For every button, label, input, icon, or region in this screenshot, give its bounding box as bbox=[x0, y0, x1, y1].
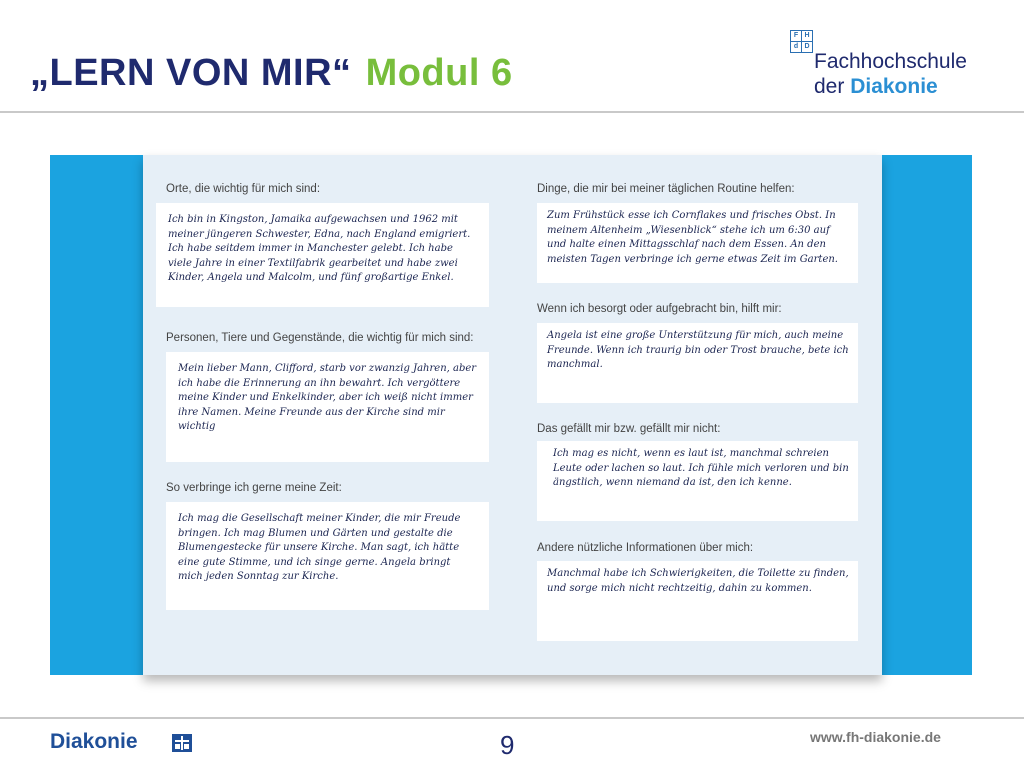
label-people: Personen, Tiere und Gegenstände, die wichtig für mich sind: bbox=[166, 332, 474, 344]
box-people bbox=[166, 352, 489, 462]
logo-letter-f: F bbox=[790, 30, 802, 42]
box-other-info bbox=[537, 561, 858, 641]
box-upset bbox=[537, 323, 858, 403]
box-pastime bbox=[166, 502, 489, 610]
diakonie-cross-icon bbox=[172, 734, 192, 752]
logo-letter-d: d bbox=[790, 41, 802, 53]
logo-line2-prefix: der bbox=[814, 75, 851, 98]
header-divider bbox=[0, 111, 1024, 113]
label-upset: Wenn ich besorgt oder aufgebracht bin, hilft mir: bbox=[537, 303, 782, 315]
logo-line2 bbox=[814, 75, 938, 99]
logo-letter-h: H bbox=[801, 30, 813, 42]
label-other-info: Andere nützliche Informationen über mich: bbox=[537, 542, 754, 554]
text-people: Mein lieber Mann, Clifford, starb vor zwanzig Jahren, aber ich habe die Erinnerung an ihn bewahrt. Ich vergöttere meine Kinder und Enkelkinder, aber ich weiß nicht immer ihre Namen. Meine Freunde aus der Kirche sind mir wichtig bbox=[178, 363, 477, 432]
logo-line1: Fachhochschule bbox=[814, 50, 967, 73]
text-pastime: Ich mag die Gesellschaft meiner Kinder, die mir Freude bringen. Ich mag Blumen und Gärten und gestalte die Blumengestecke für unsere Kirche. Man sagt, ich hätte eine gute Stimme, und ich singe gerne. Angela bringt mich jeden Sonntag zur Kirche. bbox=[178, 513, 461, 582]
text-other-info: Manchmal habe ich Schwierigkeiten, die Toilette zu finden, und sorge mich nicht rechtzeitig, dahin zu kommen. bbox=[547, 568, 849, 594]
text-likes: Ich mag es nicht, wenn es laut ist, manchmal schreien Leute oder lachen so laut. Ich fühle mich verloren und bin ängstlich, wenn niemand da ist, den ich kenne. bbox=[553, 448, 849, 488]
logo-letter-d2: D bbox=[801, 41, 813, 53]
text-routine: Zum Frühstück esse ich Cornflakes und frisches Obst. In meinem Altenheim „Wiesenblick“ stehe ich um 6:30 auf und halte einen Mittagsschlaf nach dem Essen. An den meisten Tagen verbringe ich gerne etwas Zeit im Garten. bbox=[547, 210, 838, 265]
box-routine bbox=[537, 203, 858, 283]
logo-line2-name: Diakonie bbox=[850, 75, 938, 98]
label-places: Orte, die wichtig für mich sind: bbox=[166, 183, 321, 195]
website-link[interactable]: www.fh-diakonie.de bbox=[810, 729, 941, 745]
box-likes bbox=[537, 441, 858, 521]
text-places: Ich bin in Kingston, Jamaika aufgewachsen und 1962 mit meiner jüngeren Schwester, Edna, nach England emigriert. Ich habe seitdem immer in Manchester gelebt. Ich habe viele Jahre in einer Textilfabrik gearbeitet und habe zwei Kinder, Angela und Malcolm, und fünf großartige Enkel. bbox=[168, 214, 471, 283]
label-pastime: So verbringe ich gerne meine Zeit: bbox=[166, 482, 342, 494]
slide-title bbox=[30, 52, 513, 95]
module-label: Modul 6 bbox=[365, 52, 513, 94]
label-likes: Das gefällt mir bzw. gefällt mir nicht: bbox=[537, 423, 721, 435]
text-upset: Angela ist eine große Unterstützung für mich, auch meine Freunde. Wenn ich traurig bin oder Trost brauche, bete ich manchmal. bbox=[547, 330, 849, 370]
fh-diakonie-logo bbox=[790, 30, 1000, 100]
fhdd-logo-icon bbox=[790, 30, 812, 52]
footer-divider bbox=[0, 717, 1024, 719]
profile-sheet bbox=[143, 155, 882, 675]
diakonie-brand: Diakonie bbox=[50, 730, 138, 753]
label-routine: Dinge, die mir bei meiner täglichen Routine helfen: bbox=[537, 183, 795, 195]
title-text: „LERN VON MIR“ bbox=[30, 52, 352, 94]
box-places bbox=[156, 203, 489, 307]
page-number: 9 bbox=[500, 730, 515, 760]
